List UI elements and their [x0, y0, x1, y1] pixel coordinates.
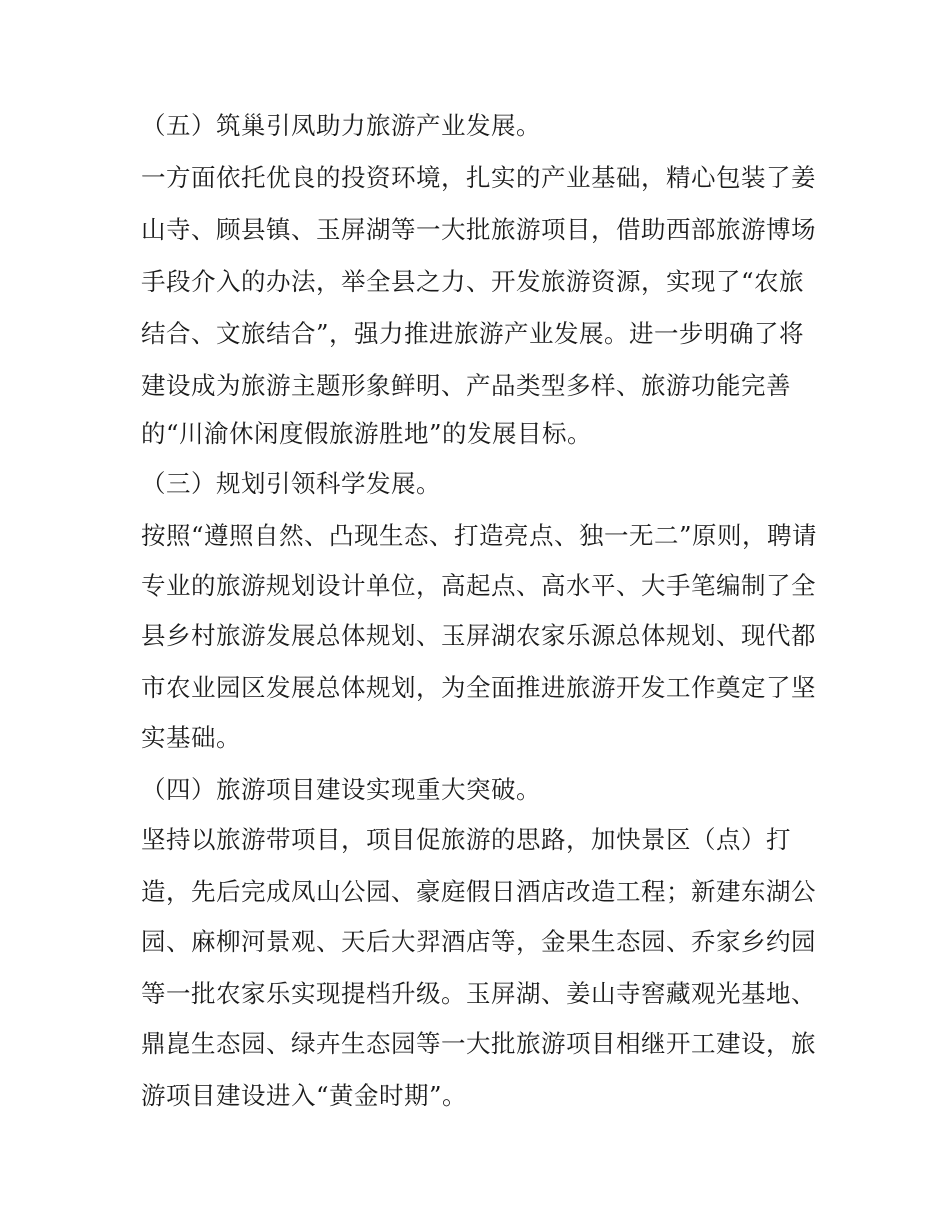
paragraph-line: 造，先后完成凤山公园、豪庭假日酒店改造工程；新建东湖公: [141, 877, 816, 906]
paragraph-line: 坚持以旅游带项目，项目促旅游的思路，加快景区（点）打: [141, 825, 791, 854]
section-heading-5: （五）筑巢引凤助力旅游产业发展。: [141, 111, 541, 140]
section-heading-4: （四）旅游项目建设实现重大突破。: [141, 775, 541, 804]
paragraph-line: 鼎崑生态园、绿卉生态园等一大批旅游项目相继开工建设，旅: [141, 1029, 816, 1058]
paragraph-line: 专业的旅游规划设计单位，高起点、高水平、大手笔编制了全: [141, 571, 816, 600]
paragraph-line: 一方面依托优良的投资环境，扎实的产业基础，精心包装了姜: [141, 163, 816, 192]
paragraph-line: 园、麻柳河景观、天后大羿酒店等，金果生态园、乔家乡约园: [141, 927, 816, 956]
paragraph-line: 结合、文旅结合”，强力推进旅游产业发展。进一步明确了将: [141, 319, 805, 348]
paragraph-line: 山寺、顾县镇、玉屏湖等一大批旅游项目，借助西部旅游博场: [141, 215, 816, 244]
paragraph-line: 的“川渝休闲度假旅游胜地”的发展目标。: [141, 419, 593, 448]
paragraph-line: 按照“遵照自然、凸现生态、打造亮点、独一无二”原则，聘请: [141, 521, 818, 550]
paragraph-line: 手段介入的办法，举全县之力、开发旅游资源，实现了“农旅: [141, 267, 805, 296]
section-heading-3: （三）规划引领科学发展。: [141, 469, 441, 498]
paragraph-line: 实基础。: [141, 723, 241, 752]
paragraph-line: 市农业园区发展总体规划，为全面推进旅游开发工作奠定了坚: [141, 673, 816, 702]
paragraph-line: 等一批农家乐实现提档升级。玉屏湖、姜山寺窖藏观光基地、: [141, 979, 816, 1008]
paragraph-line: 游项目建设进入“黄金时期”。: [141, 1081, 468, 1110]
paragraph-line: 县乡村旅游发展总体规划、玉屏湖农家乐源总体规划、现代都: [141, 621, 816, 650]
paragraph-line: 建设成为旅游主题形象鲜明、产品类型多样、旅游功能完善: [141, 371, 791, 400]
